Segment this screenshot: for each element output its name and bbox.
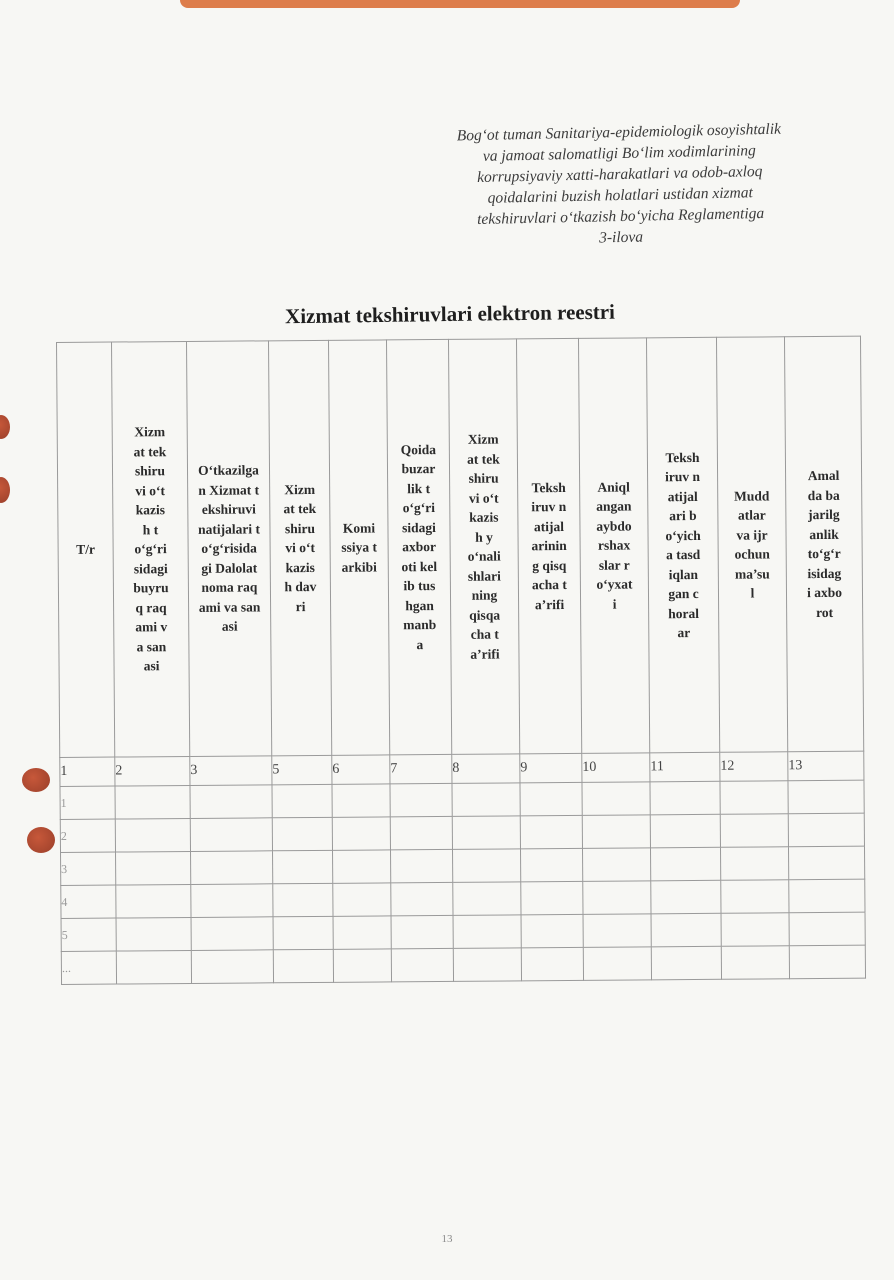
document-title: Xizmat tekshiruvlari elektron reestri (284, 299, 616, 329)
col-header-act (186, 341, 271, 757)
empty-cell[interactable] (452, 849, 520, 883)
empty-cell[interactable] (190, 818, 272, 852)
empty-cell[interactable] (452, 816, 520, 850)
empty-cell[interactable] (789, 945, 865, 979)
empty-cell[interactable] (788, 780, 864, 814)
header-row (57, 336, 864, 757)
empty-cell[interactable] (333, 883, 391, 916)
empty-cell[interactable] (651, 946, 721, 980)
punch-hole-4 (27, 827, 55, 853)
column-number: 6 (332, 755, 390, 784)
row-number: 2 (60, 819, 115, 852)
punch-hole-2 (0, 477, 10, 503)
empty-cell[interactable] (583, 947, 651, 981)
annex-line-2: va jamoat salomatligi Bo‘lim xodimlarining (482, 142, 756, 165)
col-header-text: T/r (76, 541, 96, 558)
empty-cell[interactable] (721, 946, 789, 980)
row-number: 3 (61, 852, 116, 885)
column-number: 8 (452, 754, 520, 784)
empty-cell[interactable] (273, 883, 333, 916)
empty-cell[interactable] (191, 851, 273, 885)
column-number: 1 (60, 757, 115, 786)
top-binding-strip (180, 0, 740, 8)
empty-cell[interactable] (788, 846, 864, 880)
column-number: 10 (582, 753, 650, 783)
empty-cell[interactable] (721, 880, 789, 914)
col-header-text: Komissiya tarkibi (341, 520, 377, 575)
empty-cell[interactable] (583, 914, 651, 948)
annex-line-6: 3-ilova (598, 228, 644, 247)
empty-cell[interactable] (651, 880, 721, 914)
empty-cell[interactable] (190, 785, 272, 819)
column-number: 7 (390, 754, 452, 783)
column-number: 2 (115, 756, 190, 786)
col-header-text: Tekshiruv natijalarining qisqacha ta’rifi (531, 479, 567, 612)
col-header-deadlines (716, 337, 787, 753)
col-header-culprits (578, 338, 649, 754)
empty-cell[interactable] (650, 781, 720, 815)
annex-line-5: tekshiruvlari o‘tkazish bo‘yicha Reglamentiga (476, 204, 765, 228)
empty-cell[interactable] (582, 815, 650, 849)
row-number: ... (61, 951, 116, 984)
empty-cell[interactable] (521, 914, 583, 947)
column-number: 9 (520, 753, 582, 782)
empty-cell[interactable] (453, 882, 521, 916)
col-header-text: Aniqlangan aybdorshaxslar ro‘yxati (596, 479, 633, 612)
column-number: 5 (272, 755, 332, 784)
data-rows (60, 780, 866, 984)
col-header-commission (328, 340, 389, 755)
empty-cell[interactable] (521, 947, 583, 980)
empty-cell[interactable] (582, 782, 650, 816)
col-header-execution (784, 336, 863, 752)
empty-cell[interactable] (332, 784, 390, 817)
empty-cell[interactable] (116, 917, 191, 951)
row-number: 4 (61, 885, 116, 918)
annex-header-note (399, 117, 842, 252)
col-header-period (268, 340, 331, 755)
empty-cell[interactable] (115, 818, 190, 852)
empty-cell[interactable] (391, 882, 453, 915)
empty-cell[interactable] (391, 915, 453, 948)
empty-cell[interactable] (116, 884, 191, 918)
col-header-text: Muddatlar va ijrochunma’sul (734, 487, 770, 601)
empty-cell[interactable] (191, 917, 273, 951)
col-header-text: Qoidabuzarlik to‘g‘risidagi axboroti kelib tushgan manba (400, 441, 438, 652)
column-number: 11 (650, 752, 720, 782)
empty-cell[interactable] (116, 950, 191, 984)
empty-cell[interactable] (720, 847, 788, 881)
row-number: 1 (60, 786, 115, 819)
empty-cell[interactable] (391, 948, 453, 981)
empty-cell[interactable] (651, 913, 721, 947)
empty-cell[interactable] (789, 879, 865, 913)
empty-cell[interactable] (721, 913, 789, 947)
col-header-results (516, 338, 581, 753)
table-row (61, 945, 865, 984)
annex-line-1: Bog‘ot tuman Sanitariya-epidemiologik osoyishtalik (456, 120, 782, 145)
col-header-text: Xizmat tekshiruvi o‘tkazish to‘g‘risidagi buyruq raqami va sanasi (133, 424, 169, 674)
col-header-text: O‘tkazilgan Xizmat tekshiruvi natijalari to‘g‘risidagi Dalolatnoma raqami va sanasi (197, 462, 261, 634)
col-header-text: Tekshiruv natijalari bo‘yicha tasdiqlangan choralar (665, 449, 701, 641)
empty-cell[interactable] (520, 815, 582, 848)
empty-cell[interactable] (332, 817, 390, 850)
col-header-source (386, 339, 451, 754)
annex-line-3: korrupsiyaviy xatti-harakatlari va odob-axloq (476, 163, 763, 186)
empty-cell[interactable] (789, 912, 865, 946)
column-number: 3 (190, 756, 272, 786)
annex-line-4: qoidalarini buzish holatlari ustidan xizmat (487, 184, 753, 207)
empty-cell[interactable] (788, 813, 864, 847)
empty-cell[interactable] (333, 916, 391, 949)
row-number: 5 (61, 918, 116, 951)
punch-hole-1 (0, 415, 10, 439)
empty-cell[interactable] (191, 950, 273, 984)
empty-cell[interactable] (333, 850, 391, 883)
registry-table (56, 336, 866, 985)
col-header-order (112, 341, 190, 757)
empty-cell[interactable] (520, 782, 582, 815)
punch-hole-3 (22, 768, 50, 792)
empty-cell[interactable] (453, 915, 521, 949)
empty-cell[interactable] (273, 949, 333, 982)
empty-cell[interactable] (453, 948, 521, 982)
empty-cell[interactable] (720, 781, 788, 815)
empty-cell[interactable] (115, 785, 190, 819)
col-header-text: Xizmat tekshiruvi o‘tkazish davri (283, 481, 317, 614)
col-header-directions (448, 339, 519, 755)
col-header-tr (57, 342, 115, 757)
empty-cell[interactable] (390, 816, 452, 849)
empty-cell[interactable] (650, 847, 720, 881)
empty-cell[interactable] (390, 783, 452, 816)
empty-cell[interactable] (272, 817, 332, 850)
col-header-measures (646, 337, 719, 753)
empty-cell[interactable] (521, 881, 583, 914)
empty-cell[interactable] (520, 848, 582, 881)
empty-cell[interactable] (720, 814, 788, 848)
empty-cell[interactable] (650, 814, 720, 848)
empty-cell[interactable] (390, 849, 452, 882)
empty-cell[interactable] (272, 784, 332, 817)
col-header-text: Xizmat tekshiruvi o‘tkazish yo‘nalishlarining qisqacha ta’rifi (467, 431, 501, 662)
empty-cell[interactable] (583, 881, 651, 915)
empty-cell[interactable] (116, 851, 191, 885)
column-number: 13 (788, 751, 864, 781)
empty-cell[interactable] (191, 884, 273, 918)
empty-cell[interactable] (333, 949, 391, 982)
page-number: 13 (441, 1233, 453, 1245)
empty-cell[interactable] (273, 850, 333, 883)
empty-cell[interactable] (452, 783, 520, 817)
empty-cell[interactable] (582, 848, 650, 882)
empty-cell[interactable] (273, 916, 333, 949)
col-header-text: Amalda bajarilganlik to‘g‘risidagi axborot (806, 467, 842, 620)
column-number: 12 (720, 752, 788, 782)
